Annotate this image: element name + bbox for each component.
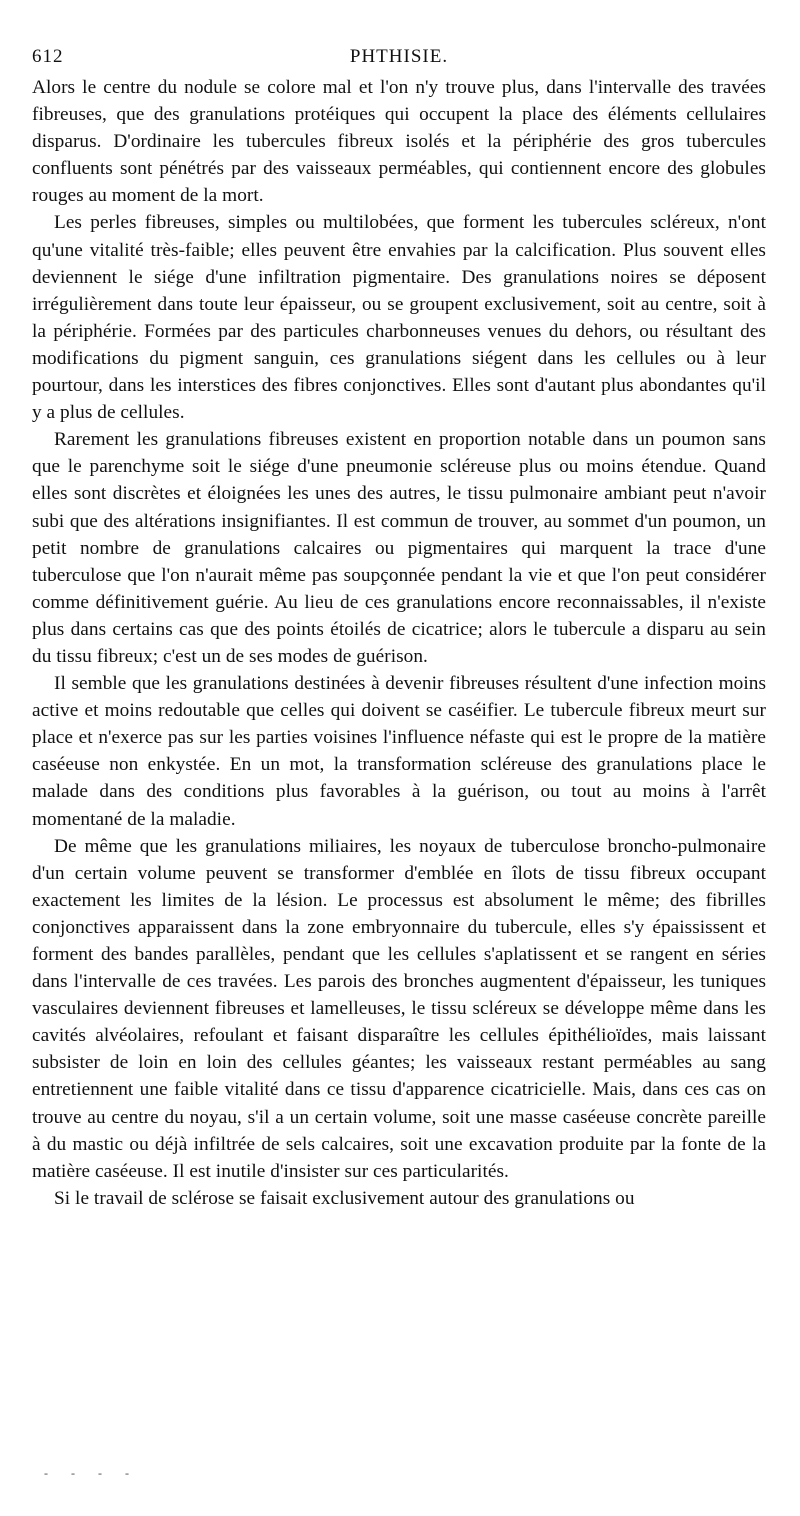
- paragraph: Alors le centre du nodule se colore mal et l'on n'y trouve plus, dans l'intervalle des travées fibreuses, que des granulations protéiques qui occupent la place des éléments cellulaires disparus. D'ordinaire les tubercules fibreux isolés et la périphérie des gros tubercules confluents sont pénétrés par des vaisseaux perméables, qui contiennent encore des globules rouges au moment de la mort.: [32, 77, 766, 207]
- running-title: PHTHISIE.: [349, 46, 449, 67]
- paragraph: Les perles fibreuses, simples ou multilobées, que forment les tubercules scléreux, n'ont qu'une vitalité très-faible; elles peuvent être envahies par la calcification. Plus souvent elles deviennent le siége d'une infiltration pigmentaire. Des granulations noires se déposent irrégulièrement dans toute leur épaisseur, ou se groupent exclusivement, soit au centre, soit à la périphérie. Formées par des particules charbonneuses venues du dehors, ou résultant des modifications du pigment sanguin, ces granulations siégent dans les cellules ou à leur pourtour, dans les interstices des fibres conjonctives. Elles sont d'autant plus abondantes qu'il y a plus de cellules.: [32, 212, 766, 424]
- paragraph: Rarement les granulations fibreuses existent en proportion notable dans un poumon sans que le parenchyme soit le siége d'une pneumonie scléreuse plus ou moins étendue. Quand elles sont discrètes et éloignées les unes des autres, le tissu pulmonaire ambiant peut n'avoir subi que des altérations insignifiantes. Il est commun de trouver, au sommet d'un poumon, un petit nombre de granulations calcaires ou pigmentaires qui marquent la trace d'une tuberculose que l'on n'aurait même pas soupçonnée pendant la vie et que l'on peut considérer comme définitivement guérie. Au lieu de ces granulations encore reconnaissables, il n'existe plus dans certains cas que des points étoilés de cicatrice; alors le tubercule a disparu au sein du tissu fibreux; c'est un de ses modes de guérison.: [32, 429, 766, 667]
- body-text: [32, 74, 766, 1212]
- paragraph: De même que les granulations miliaires, les noyaux de tuberculose broncho-pulmonaire d'un certain volume peuvent se transformer d'emblée en îlots de tissu fibreux occupant exactement les limites de la lésion. Le processus est absolument le même; des fibrilles conjonctives apparaissent dans la zone embryonnaire du tubercule, elles s'y épaississent et forment des bandes parallèles, pendant que les cellules s'aplatissent et se rangent en séries dans l'intervalle de ces travées. Les parois des bronches augmentent d'épaisseur, les tuniques vasculaires deviennent fibreuses et lamelleuses, le tissu scléreux se développe même dans les cavités alvéolaires, refoulant et faisant disparaître les cellules épithélioïdes, mais laissant subsister de loin en loin des cellules géantes; les vaisseaux restant perméables au sang entretiennent une faible vitalité dans ce tissu d'apparence cicatricielle. Mais, dans ces cas on trouve au centre du noyau, s'il a un certain volume, soit une masse caséeuse concrète pareille à du mastic ou déjà infiltrée de sels calcaires, soit une excavation produite par la fonte de la matière caséeuse. Il est inutile d'insister sur ces particularités.: [32, 835, 766, 1182]
- running-head: [32, 46, 766, 74]
- book-page: [32, 46, 766, 1212]
- paragraph: Si le travail de sclérose se faisait exclusivement autour des granulations ou: [54, 1187, 635, 1209]
- page-number: 612: [32, 46, 64, 67]
- footer-marks: - - - -: [44, 1466, 139, 1480]
- paragraph: Il semble que les granulations destinées à devenir fibreuses résultent d'une infection moins active et moins redoutable que celles qui doivent se caséifier. Le tubercule fibreux meurt sur place et n'exerce pas sur les parties voisines l'influence néfaste qui est le propre de la matière caséeuse non enkystée. En un mot, la transformation scléreuse des granulations place le malade dans des conditions plus favorables à la guérison, ou tout au moins à l'arrêt momentané de la maladie.: [32, 673, 766, 830]
